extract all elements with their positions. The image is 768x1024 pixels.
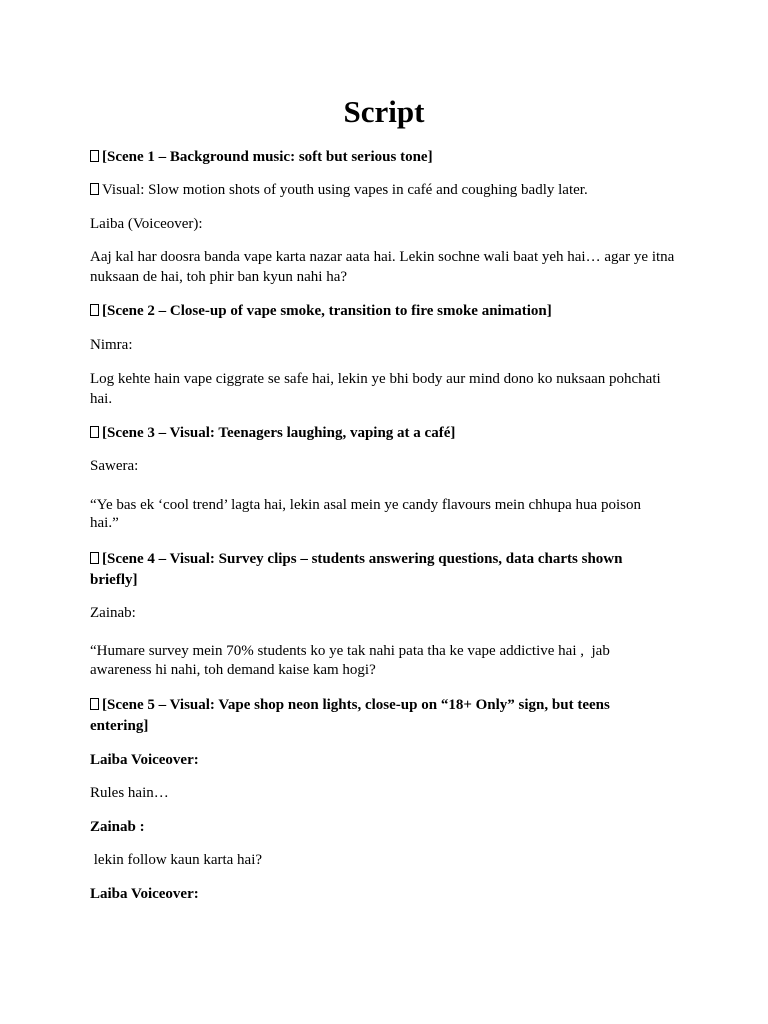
speaker-laiba-voiceover-label-2: Laiba Voiceover: [90,886,199,902]
laiba-dialogue-line-2: nuksaan de hai, toh phir ban kyun nahi ha? [90,269,348,285]
missing-glyph-icon [90,183,99,195]
laiba-dialogue-line-1: Aaj kal har doosra banda vape karta nazar aata hai. Lekin sochne wali baat yeh hai… agar ye itna [90,249,675,265]
speaker-laiba-label: Laiba (Voiceover): [90,216,203,232]
zainab-dialogue-line-2: awareness hi nahi, toh demand kaise kam hogi? [90,662,376,678]
scene-4-heading-line-2: briefly] [90,572,138,588]
rules-line: Rules hain… [90,785,169,801]
nimra-dialogue-line-1: Log kehte hain vape ciggrate se safe hai, lekin ye bhi body aur mind dono ko nuksaan pohchati [90,371,661,387]
nimra-dialogue-line-2: hai. [90,391,113,407]
scene-5-heading-line-1: [Scene 5 – Visual: Vape shop neon lights, close-up on “18+ Only” sign, but teens [90,695,690,715]
scene-1-visual: Visual: Slow motion shots of youth using vapes in café and coughing badly later. [90,180,690,200]
zainab-dialogue-line-1: “Humare survey mein 70% students ko ye tak nahi pata tha ke vape addictive hai , jab [90,643,610,659]
speaker-laiba-voiceover-label: Laiba Voiceover: [90,752,199,768]
sawera-dialogue-line-1: “Ye bas ek ‘cool trend’ lagta hai, lekin asal mein ye candy flavours mein chhupa hua poison [90,497,641,513]
scene-5-heading-line-2: entering] [90,718,149,734]
missing-glyph-icon [90,552,99,564]
speaker-nimra-label: Nimra: [90,337,133,353]
missing-glyph-icon [90,304,99,316]
scene-1-heading: [Scene 1 – Background music: soft but serious tone] [90,147,690,167]
scene-4-heading-line-1: [Scene 4 – Visual: Survey clips – students answering questions, data charts shown [90,549,690,569]
scene-2-heading: [Scene 2 – Close-up of vape smoke, transition to fire smoke animation] [90,301,690,321]
sawera-dialogue-line-2: hai.” [90,515,119,531]
follow-line: lekin follow kaun karta hai? [90,852,263,868]
speaker-zainab-label: Zainab: [90,605,136,621]
scene-3-heading: [Scene 3 – Visual: Teenagers laughing, vaping at a café] [90,423,690,443]
document-title: Script [343,94,425,129]
missing-glyph-icon [90,698,99,710]
missing-glyph-icon [90,426,99,438]
missing-glyph-icon [90,150,99,162]
speaker-zainab-bold-label: Zainab : [90,819,145,835]
speaker-sawera-label: Sawera: [90,458,139,474]
